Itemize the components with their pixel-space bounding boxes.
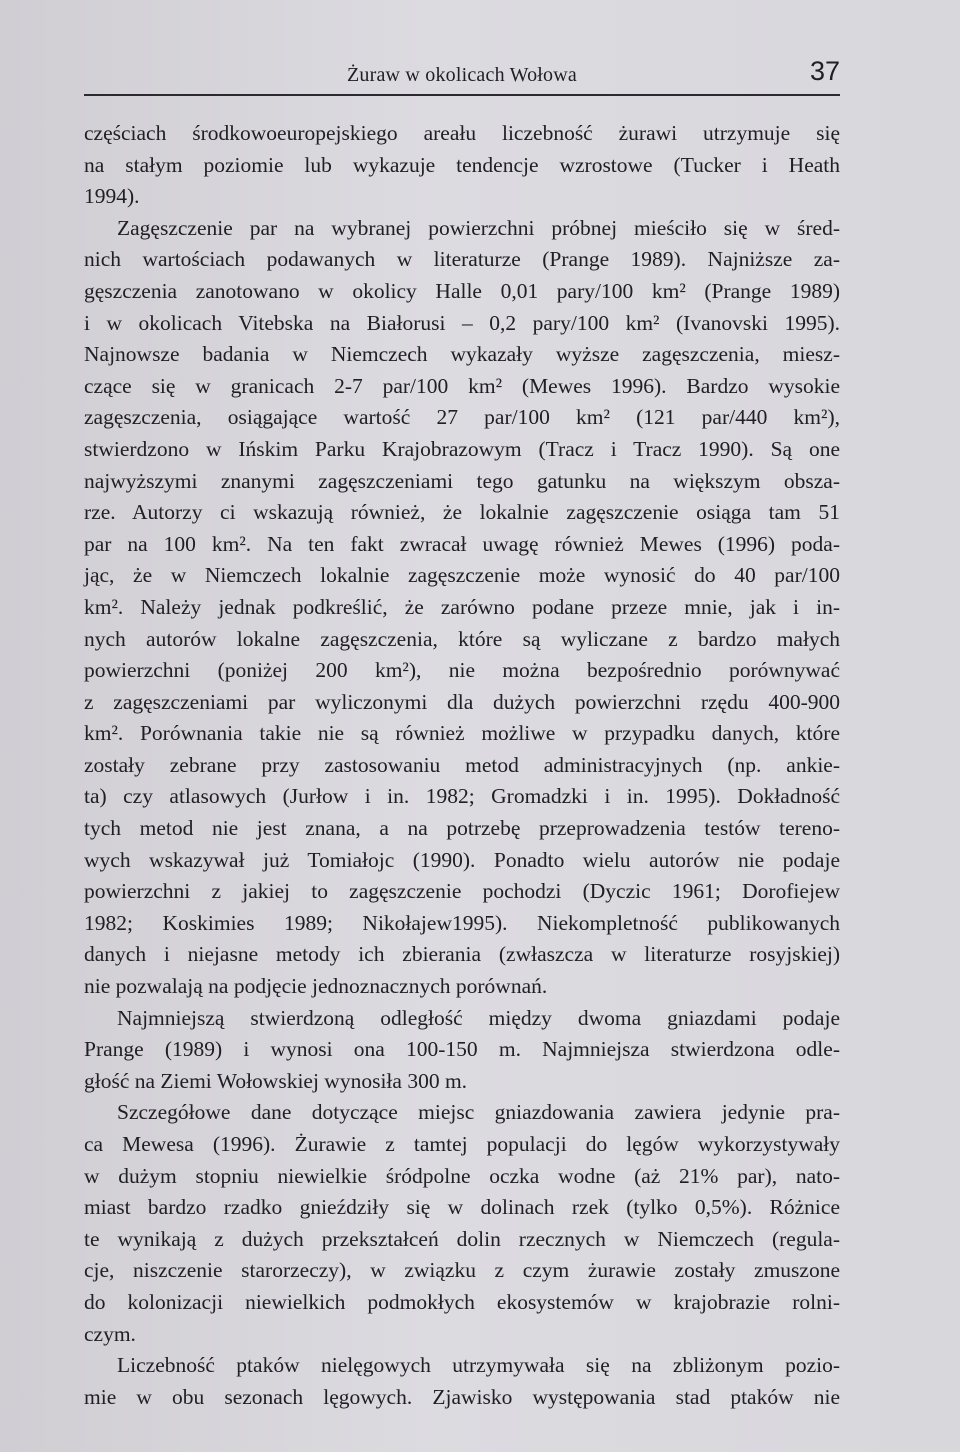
text-line: najwyższymi znanymi zagęszczeniami tego gatunku na większym obsza- [84, 468, 840, 493]
page-header [84, 56, 840, 96]
text-line: 1994). [84, 184, 140, 209]
body-text [84, 118, 840, 1413]
text-line: cje, niszczenie starorzeczy), w związku z czym żurawie zostały zmuszone [84, 1258, 840, 1283]
text-line: km². Porównania takie nie są również możliwe w przypadku danych, które [84, 721, 840, 746]
text-line: zostały zebrane przy zastosowaniu metod administracyjnych (np. ankie- [84, 752, 840, 777]
text-line: nie pozwalają na podjęcie jednoznacznych porównań. [84, 974, 548, 999]
text-line: jąc, że w Niemczech lokalnie zagęszczenie może wynosić do 40 par/100 [84, 563, 840, 588]
text-line: Szczegółowe dane dotyczące miejsc gniazdowania zawiera jedynie pra- [117, 1100, 840, 1125]
text-line: miast bardzo rzadko gnieździły się w dolinach rzek (tylko 0,5%). Różnice [84, 1195, 840, 1220]
text-line: Najmniejszą stwierdzoną odległość między dwoma gniazdami podaje [117, 1005, 840, 1030]
text-line: do kolonizacji niewielkich podmokłych ekosystemów w krajobrazie rolni- [84, 1289, 840, 1314]
text-line: danych i niejasne metody ich zbierania (zwłaszcza w literaturze rosyjskiej) [84, 942, 840, 967]
text-line: powierzchni z jakiej to zagęszczenie pochodzi (Dyczic 1961; Dorofiejew [84, 879, 840, 904]
text-line: te wynikają z dużych przekształceń dolin rzecznych w Niemczech (regula- [84, 1226, 840, 1251]
text-line: czące się w granicach 2-7 par/100 km² (Mewes 1996). Bardzo wysokie [84, 373, 840, 398]
text-line: głość na Ziemi Wołowskiej wynosiła 300 m. [84, 1068, 468, 1093]
text-line: Liczebność ptaków nielęgowych utrzymywała się na zbliżonym pozio- [117, 1353, 840, 1378]
text-line: rze. Autorzy ci wskazują również, że lokalnie zagęszczenie osiąga tam 51 [84, 500, 840, 525]
text-line: zagęszczenia, osiągające wartość 27 par/100 km² (121 par/440 km²), [84, 405, 840, 430]
text-line: ca Mewesa (1996). Żurawie z tamtej populacji do lęgów wykorzystywały [84, 1132, 840, 1156]
text-line: ta) czy atlasowych (Jurłow i in. 1982; Gromadzki i in. 1995). Dokładność [84, 784, 840, 809]
text-line: powierzchni (poniżej 200 km²), nie można bezpośrednio porównywać [84, 658, 840, 683]
text-line: Zagęszczenie par na wybranej powierzchni próbnej mieściło się w śred- [117, 215, 840, 240]
text-line: na stałym poziomie lub wykazuje tendencje wzrostowe (Tucker i Heath [84, 152, 840, 177]
text-line: Najnowsze badania w Niemczech wykazały wyższe zagęszczenia, miesz- [84, 342, 840, 367]
text-line: mie w obu sezonach lęgowych. Zjawisko występowania stad ptaków nie [84, 1384, 840, 1409]
text-line: nich wartościach podawanych w literaturze (Prange 1989). Najniższe za- [84, 247, 840, 272]
text-line: nych autorów lokalne zagęszczenia, które są wyliczane z bardzo małych [84, 626, 840, 651]
text-line: 1982; Koskimies 1989; Nikołajew1995). Niekompletność publikowanych [84, 910, 840, 935]
text-line: Prange (1989) i wynosi ona 100-150 m. Najmniejsza stwierdzona odle- [84, 1037, 840, 1062]
text-line: w dużym stopniu niewielkie śródpolne oczka wodne (aż 21% par), nato- [84, 1163, 840, 1188]
text-line: par na 100 km². Na ten fakt zwracał uwagę również Mewes (1996) poda- [84, 531, 840, 556]
text-line: i w okolicach Vitebska na Białorusi – 0,2 pary/100 km² (Ivanovski 1995). [84, 310, 840, 335]
text-line: stwierdzono w Ińskim Parku Krajobrazowym (Tracz i Tracz 1990). Są one [84, 436, 840, 461]
text-line: wych wskazywał już Tomiałojc (1990). Ponadto wielu autorów nie podaje [84, 847, 840, 872]
text-line: z zagęszczeniami par wyliczonymi dla dużych powierzchni rzędu 400-900 [84, 689, 840, 714]
text-line: gęszczenia zanotowano w okolicy Halle 0,01 pary/100 km² (Prange 1989) [84, 278, 840, 303]
text-line: częściach środkowoeuropejskiego areału liczebność żurawi utrzymuje się [84, 121, 840, 145]
page-number: 37 [809, 56, 840, 86]
text-line: km². Należy jednak podkreślić, że zarówno podane przeze mnie, jak i in- [84, 594, 840, 619]
text-line: czym. [84, 1321, 136, 1346]
text-line: tych metod nie jest znana, a na potrzebę przeprowadzenia testów tereno- [84, 816, 840, 841]
running-title: Żuraw w okolicach Wołowa [347, 64, 577, 86]
